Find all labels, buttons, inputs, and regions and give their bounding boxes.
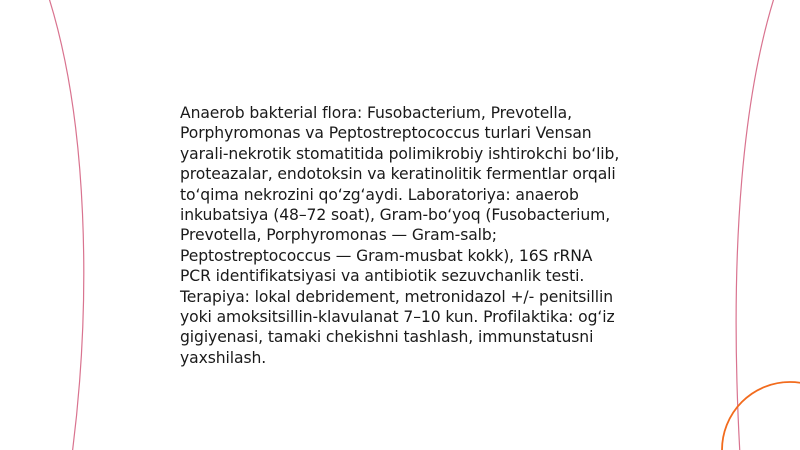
left-curve-line xyxy=(48,0,84,450)
right-curve-line xyxy=(736,0,775,450)
corner-orange-circle xyxy=(722,382,800,450)
slide-body-text: Anaerob bakterial flora: Fusobacterium, Prevotella, Porphyromonas va Peptostreptococcus turlari Vensan yarali-nekrotik stomatitida polimikrobiy ishtirokchi bo‘lib, proteazalar, endotoksin va keratinolitik fermentlar orqali to‘qima nekrozini qo‘zg‘aydi. Laboratoriya: anaerob inkubatsiya (48–72 soat), Gram-bo‘yoq (Fusobacterium, Prevotella, Porphyromonas — Gram-salb; Peptostreptococcus — Gram-musbat kokk), 16S rRNA PCR identifikatsiyasi va antibiotik sezuvchanlik testi. Terapiya: lokal debridement, metronidazol +/- penitsillin yoki amoksitsillin-klavulanat 7–10 kun. Profilaktika: og‘iz gigiyenasi, tamaki chekishni tashlash, immunstatusni yaxshilash. xyxy=(180,104,620,367)
